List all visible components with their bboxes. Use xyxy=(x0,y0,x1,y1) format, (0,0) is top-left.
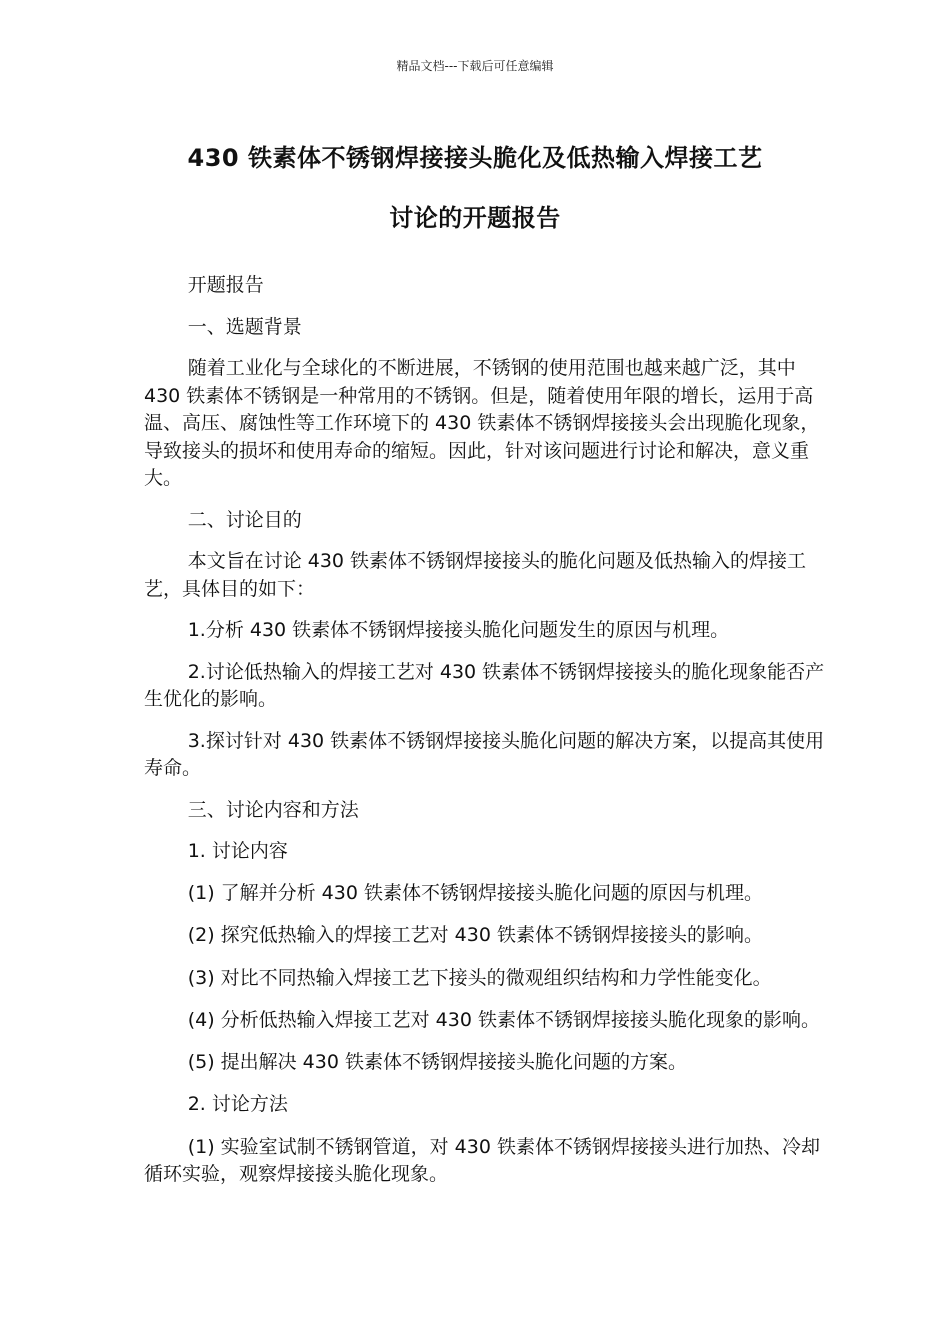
content-item-3: (3) 对比不同热输入焊接工艺下接头的微观组织结构和力学性能变化。 xyxy=(187,966,772,989)
content-item-2: (2) 探究低热输入的焊接工艺对 430 铁素体不锈钢焊接接头的影响。 xyxy=(187,924,763,946)
page-header: 精品文档---下载后可任意编辑 xyxy=(396,59,554,73)
method-item-1: (1) 实验室试制不锈钢管道，对 430 铁素体不锈钢焊接接头进行加热、冷却循环实验，观察焊接接头脆化现象。 xyxy=(144,1135,820,1185)
subheading-content: 1. 讨论内容 xyxy=(187,840,288,862)
paragraph-background: 随着工业化与全球化的不断进展，不锈钢的使用范围也越来越广泛，其中 430 铁素体不锈钢是一种常用的不锈钢。但是，随着使用年限的增长，运用于高温、高压、腐蚀性等工作环境下的 430 铁素体不锈钢焊接接头会出现脆化现象，导致接头的损坏和使用寿命的缩短。因此，针对该问题进行讨论和解决，意义重大。 xyxy=(144,357,820,489)
section-heading-purpose: 二、讨论目的 xyxy=(187,508,302,531)
document-title-line-1: 430 铁素体不锈钢焊接接头脆化及低热输入焊接工艺 xyxy=(187,144,763,172)
purpose-item-2: 2.讨论低热输入的焊接工艺对 430 铁素体不锈钢焊接接头的脆化现象能否产生优化的影响。 xyxy=(144,660,825,710)
content-item-5: (5) 提出解决 430 铁素体不锈钢焊接接头脆化问题的方案。 xyxy=(187,1050,687,1073)
purpose-item-1: 1.分析 430 铁素体不锈钢焊接接头脆化问题发生的原因与机理。 xyxy=(187,619,730,641)
paragraph-purpose-intro: 本文旨在讨论 430 铁素体不锈钢焊接接头的脆化问题及低热输入的焊接工艺，具体目的如下： xyxy=(144,550,807,600)
subheading-method: 2. 讨论方法 xyxy=(187,1093,288,1115)
section-label: 开题报告 xyxy=(187,274,264,296)
purpose-item-3: 3.探讨针对 430 铁素体不锈钢焊接接头脆化问题的解决方案，以提高其使用寿命。 xyxy=(144,729,825,779)
document-title-line-2: 讨论的开题报告 xyxy=(389,204,561,232)
section-heading-background: 一、选题背景 xyxy=(187,315,302,338)
section-heading-content-method: 三、讨论内容和方法 xyxy=(187,798,359,821)
content-item-1: (1) 了解并分析 430 铁素体不锈钢焊接接头脆化问题的原因与机理。 xyxy=(187,881,763,904)
content-item-4: (4) 分析低热输入焊接工艺对 430 铁素体不锈钢焊接接头脆化现象的影响。 xyxy=(187,1009,820,1031)
document-body xyxy=(144,272,826,1203)
